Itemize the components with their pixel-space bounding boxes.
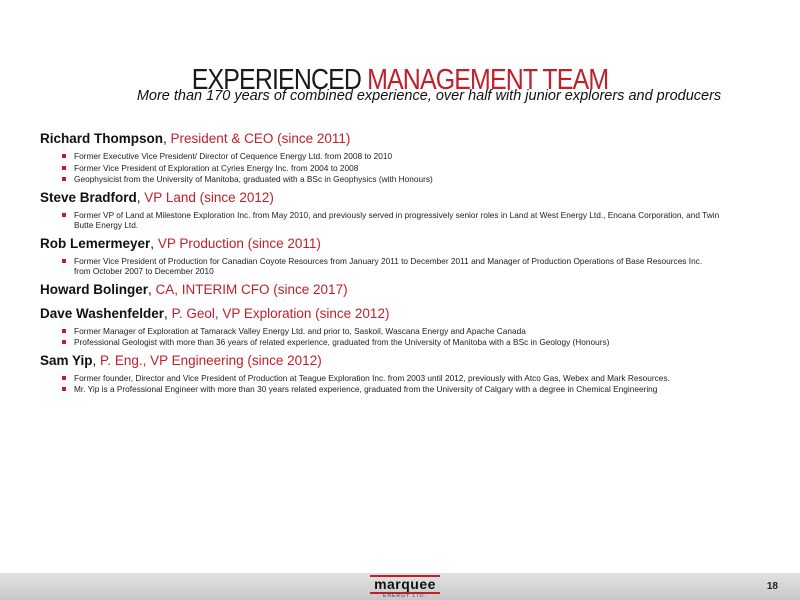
square-bullet-icon bbox=[62, 329, 66, 333]
company-logo bbox=[362, 575, 448, 597]
member-heading bbox=[40, 130, 720, 147]
bio-bullet bbox=[62, 373, 720, 384]
bio-text: Former Manager of Exploration at Tamarack Valley Energy Ltd. and prior to, Saskoil, Wascana Energy and Apache Canada bbox=[74, 325, 526, 336]
square-bullet-icon bbox=[62, 376, 66, 380]
member-heading bbox=[40, 281, 720, 298]
member-name: Steve Bradford bbox=[40, 189, 137, 205]
member-name: Richard Thompson bbox=[40, 131, 164, 146]
bio-text: Mr. Yip is a Professional Engineer with more than 30 years related experience, graduated from the University of Calgary with a degree in Chemical Engineering bbox=[74, 384, 658, 394]
member-heading bbox=[40, 235, 720, 252]
team-member bbox=[40, 235, 720, 277]
member-separator: , bbox=[148, 281, 156, 297]
footer-bar bbox=[0, 573, 800, 600]
logo-subtext: ENERGY LTD. bbox=[383, 593, 427, 599]
square-bullet-icon bbox=[62, 387, 66, 391]
bio-text: Geophysicist from the University of Manitoba, graduated with a BSc in Geophysics (with Honours) bbox=[74, 174, 433, 184]
member-bio-list bbox=[40, 256, 720, 277]
square-bullet-icon bbox=[62, 340, 66, 344]
member-bio-list bbox=[40, 326, 720, 348]
member-separator: , bbox=[163, 131, 171, 146]
member-separator: , bbox=[150, 235, 158, 251]
logo-wordmark: marquee bbox=[370, 575, 440, 594]
member-bio-list bbox=[40, 151, 720, 185]
title-part-2: MANAGEMENT TEAM bbox=[367, 64, 609, 97]
member-name: Dave Washenfelder bbox=[40, 305, 165, 321]
square-bullet-icon bbox=[62, 259, 66, 263]
team-member bbox=[40, 352, 720, 395]
member-role: P. Eng., VP Engineering (since 2012) bbox=[100, 352, 322, 368]
bio-text: Former Executive Vice President/ Director of Cequence Energy Ltd. from 2008 to 2010 bbox=[74, 151, 393, 161]
square-bullet-icon bbox=[62, 154, 66, 158]
team-member bbox=[40, 305, 720, 348]
bio-text: Professional Geologist with more than 36 years of related experience, graduated from the University of Manitoba with a BSc in Geology (Honours) bbox=[74, 337, 610, 347]
bio-bullet bbox=[62, 163, 720, 174]
bio-bullet bbox=[62, 256, 720, 277]
member-name: Rob Lemermeyer bbox=[40, 235, 151, 251]
bio-bullet bbox=[62, 337, 720, 348]
member-role: VP Land (since 2012) bbox=[144, 189, 274, 205]
member-separator: , bbox=[92, 352, 101, 368]
square-bullet-icon bbox=[62, 177, 66, 181]
member-role: P. Geol, VP Exploration (since 2012) bbox=[171, 305, 390, 321]
bio-bullet bbox=[62, 151, 720, 162]
member-heading bbox=[40, 189, 720, 206]
bio-bullet bbox=[62, 210, 720, 231]
member-heading bbox=[40, 305, 720, 322]
team-member bbox=[40, 130, 720, 185]
management-team-list bbox=[40, 130, 720, 399]
bio-text: Former VP of Land at Milestone Exploration Inc. from May 2010, and previously served in progressively senior roles in Land at West Energy Ltd., Encana Corporation, and Twin Butte Energy Ltd. bbox=[74, 209, 720, 230]
square-bullet-icon bbox=[62, 166, 66, 170]
bio-bullet bbox=[62, 384, 720, 395]
bio-bullet bbox=[62, 326, 720, 337]
member-role: President & CEO (since 2011) bbox=[170, 131, 351, 146]
bio-text: Former founder, Director and Vice President of Production at Teague Exploration Inc. from 2003 until 2012, previously with Atco Gas, Webex and Mark Resources. bbox=[74, 372, 670, 383]
member-heading bbox=[40, 352, 720, 369]
member-separator: , bbox=[164, 305, 172, 321]
bio-text: Former Vice President of Exploration at Cyries Energy Inc. from 2004 to 2008 bbox=[74, 162, 359, 173]
team-member bbox=[40, 189, 720, 231]
bio-bullet bbox=[62, 174, 720, 185]
member-name: Sam Yip bbox=[40, 352, 93, 368]
member-bio-list bbox=[40, 210, 720, 231]
bio-text: Former Vice President of Production for Canadian Coyote Resources from January 2011 to December 2011 and Manager of Production Operations of Base Resources Inc. from October 2007 to December 2010 bbox=[74, 255, 703, 276]
subtitle: More than 170 years of combined experience, over half with junior explorers and producers bbox=[136, 88, 722, 104]
square-bullet-icon bbox=[62, 213, 66, 217]
member-role: CA, INTERIM CFO (since 2017) bbox=[155, 281, 348, 297]
member-name: Howard Bolinger bbox=[40, 281, 149, 297]
team-member bbox=[40, 281, 720, 298]
member-bio-list bbox=[40, 373, 720, 395]
member-role: VP Production (since 2011) bbox=[157, 235, 321, 251]
member-separator: , bbox=[136, 189, 145, 205]
page-number: 18 bbox=[766, 581, 778, 592]
title-part-1: EXPERIENCED bbox=[191, 64, 368, 97]
